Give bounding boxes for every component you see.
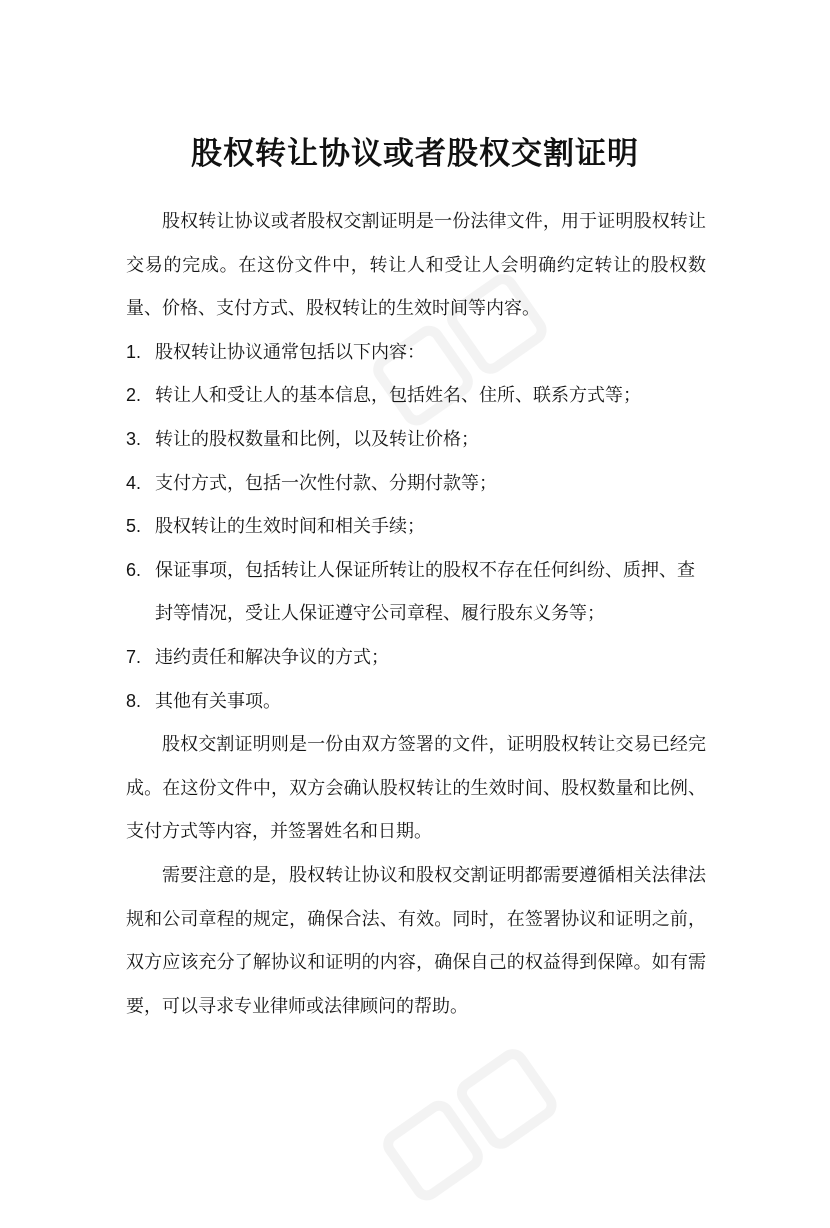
list-item-text: 保证事项，包括转让人保证所转让的股权不存在任何纠纷、质押、查封等情况，受让人保证遵守公司章程、履行股东义务等； bbox=[155, 559, 695, 625]
page-title: 股权转让协议或者股权交割证明 bbox=[191, 136, 639, 172]
list-item bbox=[126, 549, 706, 636]
list-item bbox=[126, 374, 706, 418]
list-item bbox=[126, 505, 706, 549]
list-item-text: 其他有关事项。 bbox=[155, 690, 281, 712]
list-item-text: 违约责任和解决争议的方式； bbox=[155, 646, 389, 668]
list-item-text: 转让的股权数量和比例，以及转让价格； bbox=[155, 428, 479, 450]
watermark-logo-icon bbox=[374, 1033, 573, 1210]
list-item-number: 6. bbox=[126, 559, 142, 580]
list-item bbox=[126, 418, 706, 462]
list-item-text: 股权转让的生效时间和相关手续； bbox=[155, 516, 425, 538]
closing-paragraph: 股权交割证明则是一份由双方签署的文件，证明股权转让交易已经完成。在这份文件中，双方会确认股权转让的生效时间、股权数量和比例、支付方式等内容，并签署姓名和日期。 bbox=[126, 734, 706, 843]
list-item bbox=[126, 636, 706, 680]
list-item-text: 转让人和受让人的基本信息，包括姓名、住所、联系方式等； bbox=[155, 385, 641, 407]
list-item-number: 8. bbox=[126, 690, 142, 711]
list-item-number: 7. bbox=[126, 646, 142, 667]
note-paragraph: 需要注意的是，股权转让协议和股权交割证明都需要遵循相关法律法规和公司章程的规定，确保合法、有效。同时，在签署协议和证明之前，双方应该充分了解协议和证明的内容，确保自己的权益得到保障。如有需要，可以寻求专业律师或法律顾问的帮助。 bbox=[126, 864, 706, 1017]
list-item-number: 4. bbox=[126, 472, 142, 493]
watermark bbox=[374, 1033, 585, 1227]
list-item-text: 支付方式，包括一次性付款、分期付款等； bbox=[155, 472, 497, 494]
list-item-text: 股权转让协议通常包括以下内容： bbox=[155, 341, 425, 363]
document-body bbox=[126, 200, 706, 1028]
list-item-number: 3. bbox=[126, 428, 142, 449]
list-item bbox=[126, 331, 706, 375]
list-item-number: 1. bbox=[126, 341, 142, 362]
content-list bbox=[126, 331, 706, 723]
list-item bbox=[126, 462, 706, 506]
list-item bbox=[126, 680, 706, 724]
intro-paragraph: 股权转让协议或者股权交割证明是一份法律文件，用于证明股权转让交易的完成。在这份文件中，转让人和受让人会明确约定转让的股权数量、价格、支付方式、股权转让的生效时间等内容。 bbox=[126, 211, 706, 320]
list-item-number: 5. bbox=[126, 516, 142, 537]
list-item-number: 2. bbox=[126, 385, 142, 406]
